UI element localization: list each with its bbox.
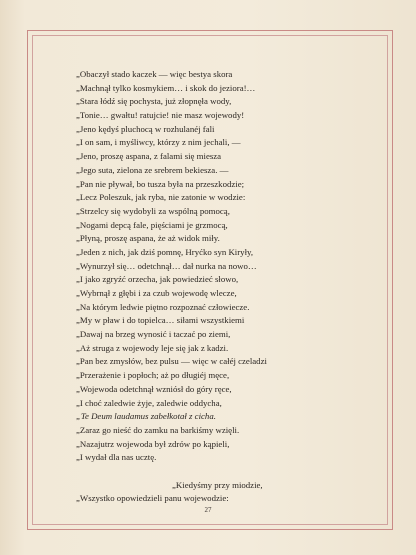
page-number: 27: [204, 506, 212, 514]
verse-block: [76, 68, 376, 465]
verse-line: „Jego suta, zielona ze srebrem bekiesza. —: [76, 164, 229, 175]
verse-line: „I jako zgryźć orzecha, jak powiedzieć słowo,: [76, 274, 239, 285]
verse-line: „I wydał dla nas ucztę.: [76, 452, 157, 463]
verse-line: „Na którym ledwie piętno rozpoznać człowiecze.: [76, 301, 250, 312]
verse-line: „Jeno kędyś pluchocą w rozhulanéj fali: [76, 123, 215, 134]
verse-line: „Obaczył stado kaczek — więc bestya skora: [76, 69, 233, 79]
verse-line: „Jeno, proszę aspana, z falami się miesza: [76, 151, 222, 162]
verse-line: „Płyną, proszę aspana, że aż widok miły.: [76, 233, 220, 244]
verse-line: „Wybrnął z głębi i za czub wojewodę wlecze,: [76, 288, 237, 298]
verse-line: „I choć zaledwie żyje, zaledwie oddycha,: [76, 397, 222, 408]
verse-line: „Pan bez zmysłów, bez pulsu — więc w całéj czeladzi: [76, 356, 267, 367]
verse-line: „Lecz Poleszuk, jak ryba, nie zatonie w wodzie:: [76, 192, 246, 203]
verse-line: „Przerażenie i popłoch; aż po długiéj męce,: [76, 370, 230, 381]
verse-line: „Stara łódź się pochysta, już złopnęła wody,: [76, 96, 232, 107]
verse-line: „Aż struga z wojewody leje się jak z kadzi.: [76, 342, 229, 353]
verse-line: „Nogami depcą fale, pięściami je grzmocą,: [76, 219, 228, 230]
verse-line: „Kiedyśmy przy miodzie,: [172, 479, 263, 490]
verse-line: „Te Deum laudamus zabełkotał z cicha.: [76, 411, 216, 422]
verse-line: „Nazajutrz wojewoda był zdrów po kąpieli,: [76, 438, 230, 449]
verse-line: „Pan nie pływał, bo tusza była na przeszkodzie;: [76, 178, 245, 189]
verse-line: „Wojewoda odetchnął wzniósł do góry ręce,: [76, 383, 232, 394]
verse-line: „Jeden z nich, jak dziś pomnę, Hryćko syn Kiryły,: [76, 246, 254, 257]
verse-line: „Dawaj na brzeg wynosić i taczać po ziemi,: [76, 329, 231, 340]
verse-line: „Tonie… gwałtu! ratujcie! nie masz wojewody!: [76, 110, 245, 121]
verse-line: „Wszystko opowiedzieli panu wojewodzie:: [76, 493, 229, 504]
verse-line: „Wynurzył się… odetchnął… dał nurka na nowo…: [76, 260, 257, 271]
verse-line: „I on sam, i myśliwcy, którzy z nim jechali, —: [76, 137, 241, 148]
verse-line: „Strzelcy się wydobyli za wspólną pomocą,: [76, 205, 230, 216]
stanza-gap: [76, 465, 376, 479]
verse-line: „My w pław i do topielca… siłami wszystkiemi: [76, 315, 245, 326]
verse-line: „Zaraz go nieść do zamku na barkiśmy wzięli.: [76, 424, 240, 435]
verse-line: „Machnął tylko kosmykiem… i skok do jeziora!…: [76, 82, 256, 93]
poem-text: [76, 68, 376, 506]
